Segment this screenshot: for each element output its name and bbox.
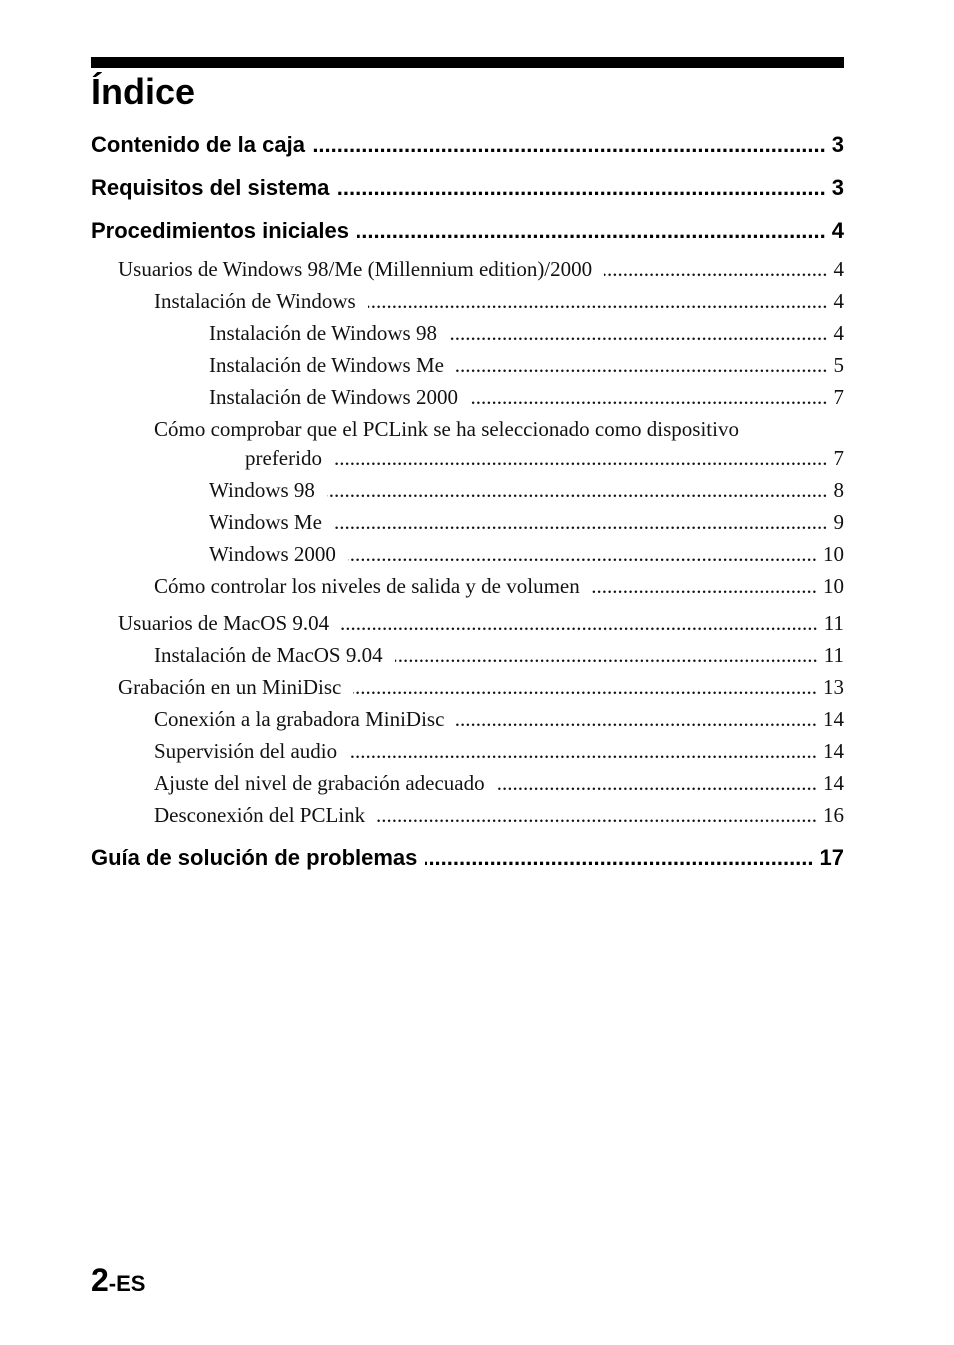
toc-entry-windows-me[interactable]: [209, 510, 844, 535]
toc-entry-label: Conexión a la grabadora MiniDisc: [154, 707, 445, 731]
page-number-value: 2: [91, 1262, 109, 1298]
toc-entry-procedimientos[interactable]: [91, 218, 844, 244]
toc-entry-page: 7: [833, 446, 844, 470]
toc-leader-dots: [604, 257, 827, 282]
toc-entry-page: 5: [833, 353, 844, 377]
toc-leader-dots: [368, 289, 828, 314]
toc-entry-page: 10: [823, 542, 844, 566]
toc-entry-label: Windows Me: [209, 510, 322, 534]
toc-entry-contenido[interactable]: [91, 132, 844, 158]
toc-leader-dots: [337, 175, 825, 201]
toc-leader-dots: [456, 353, 828, 378]
toc-entry-requisitos[interactable]: [91, 175, 844, 201]
page-number: [91, 1262, 145, 1299]
toc-entry-page: 4: [831, 218, 844, 243]
toc-entry-label: Instalación de Windows: [154, 289, 356, 313]
toc-entry-instalacion-macos[interactable]: [154, 643, 844, 668]
toc-leader-dots: [592, 574, 817, 599]
toc-entry-page: 14: [823, 707, 844, 731]
toc-entry-page: 4: [833, 257, 844, 281]
toc-entry-label: Usuarios de MacOS 9.04: [118, 611, 330, 635]
toc-entry-label: Cómo controlar los niveles de salida y de volumen: [154, 574, 580, 598]
toc-entry-instalacion-windows-me[interactable]: [209, 353, 844, 378]
toc-entry-page: 14: [823, 771, 844, 795]
page-language-suffix: -ES: [108, 1271, 146, 1296]
toc-leader-dots: [348, 542, 817, 567]
toc-leader-dots: [341, 611, 818, 636]
toc-leader-dots: [353, 675, 817, 700]
toc-entry-label: Requisitos del sistema: [91, 175, 330, 200]
toc-leader-dots: [377, 803, 817, 828]
toc-entry-label: Contenido de la caja: [91, 132, 305, 157]
toc-entry-dispositivo-preferido[interactable]: [245, 446, 844, 471]
toc-entry-label: Windows 98: [209, 478, 315, 502]
toc-entry-page: 9: [833, 510, 844, 534]
toc-entry-label: Instalación de Windows 2000: [209, 385, 458, 409]
toc-leader-dots: [497, 771, 817, 796]
toc-leader-dots: [313, 132, 826, 158]
toc-entry-grabacion-minidisc[interactable]: [118, 675, 844, 700]
toc-entry-instalacion-windows-98[interactable]: [209, 321, 844, 346]
toc-entry-page: 3: [831, 175, 844, 200]
toc-entry-page: 11: [823, 643, 844, 667]
toc-leader-dots: [357, 218, 826, 244]
toc-entry-label: Instalación de Windows Me: [209, 353, 444, 377]
toc-entry-page: 10: [823, 574, 844, 598]
toc-leader-dots: [327, 478, 828, 503]
toc-entry-ajuste-nivel[interactable]: [154, 771, 844, 796]
toc-entry-page: 4: [833, 321, 844, 345]
toc-entry-instalacion-windows-2000[interactable]: [209, 385, 844, 410]
toc-entry-label: Instalación de MacOS 9.04: [154, 643, 383, 667]
toc-entry-page: 17: [819, 845, 844, 870]
toc-leader-dots: [395, 643, 818, 668]
toc-entry-page: 7: [833, 385, 844, 409]
toc-entry-label: Supervisión del audio: [154, 739, 338, 763]
toc-entry-windows-98[interactable]: [209, 478, 844, 503]
toc-entry-page: 13: [823, 675, 844, 699]
toc-entry-guia-problemas[interactable]: [91, 845, 844, 871]
toc-entry-page: 4: [833, 289, 844, 313]
toc-leader-dots: [425, 845, 813, 871]
toc-entry-label-first-line: Cómo comprobar que el PCLink se ha seleccionado como dispositivo: [154, 417, 739, 441]
toc-entry-page: 3: [831, 132, 844, 157]
toc-entry-label: Procedimientos iniciales: [91, 218, 349, 243]
toc-entry-label: Windows 2000: [209, 542, 336, 566]
toc-entry-usuarios-macos[interactable]: [118, 611, 844, 636]
toc-entry-label: Ajuste del nivel de grabación adecuado: [154, 771, 485, 795]
toc-entry-label: Usuarios de Windows 98/Me (Millennium edition)/2000: [118, 257, 593, 281]
toc-leader-dots: [449, 321, 828, 346]
toc-leader-dots: [334, 446, 828, 471]
toc-entry-desconexion-pclink[interactable]: [154, 803, 844, 828]
toc-entry-label: preferido: [245, 446, 322, 470]
toc-entry-label: Grabación en un MiniDisc: [118, 675, 342, 699]
toc-leader-dots: [334, 510, 828, 535]
toc-entry-page: 11: [823, 611, 844, 635]
toc-entry-label: Instalación de Windows 98: [209, 321, 437, 345]
toc-entry-usuarios-windows[interactable]: [118, 257, 844, 282]
page-title: Índice: [91, 71, 196, 112]
toc-leader-dots: [456, 707, 817, 732]
toc-entry-page: 8: [833, 478, 844, 502]
toc-entry-supervision-audio[interactable]: [154, 739, 844, 764]
toc-entry-label: Guía de solución de problemas: [91, 845, 418, 870]
toc-entry-page: 14: [823, 739, 844, 763]
toc-entry-windows-2000[interactable]: [209, 542, 844, 567]
toc-leader-dots: [470, 385, 828, 410]
toc-entry-instalacion-windows[interactable]: [154, 289, 844, 314]
toc-entry-conexion-grabadora[interactable]: [154, 707, 844, 732]
toc-entry-niveles-salida[interactable]: [154, 574, 844, 599]
toc-entry-label: Desconexión del PCLink: [154, 803, 366, 827]
toc-leader-dots: [349, 739, 817, 764]
toc-entry-page: 16: [823, 803, 844, 827]
